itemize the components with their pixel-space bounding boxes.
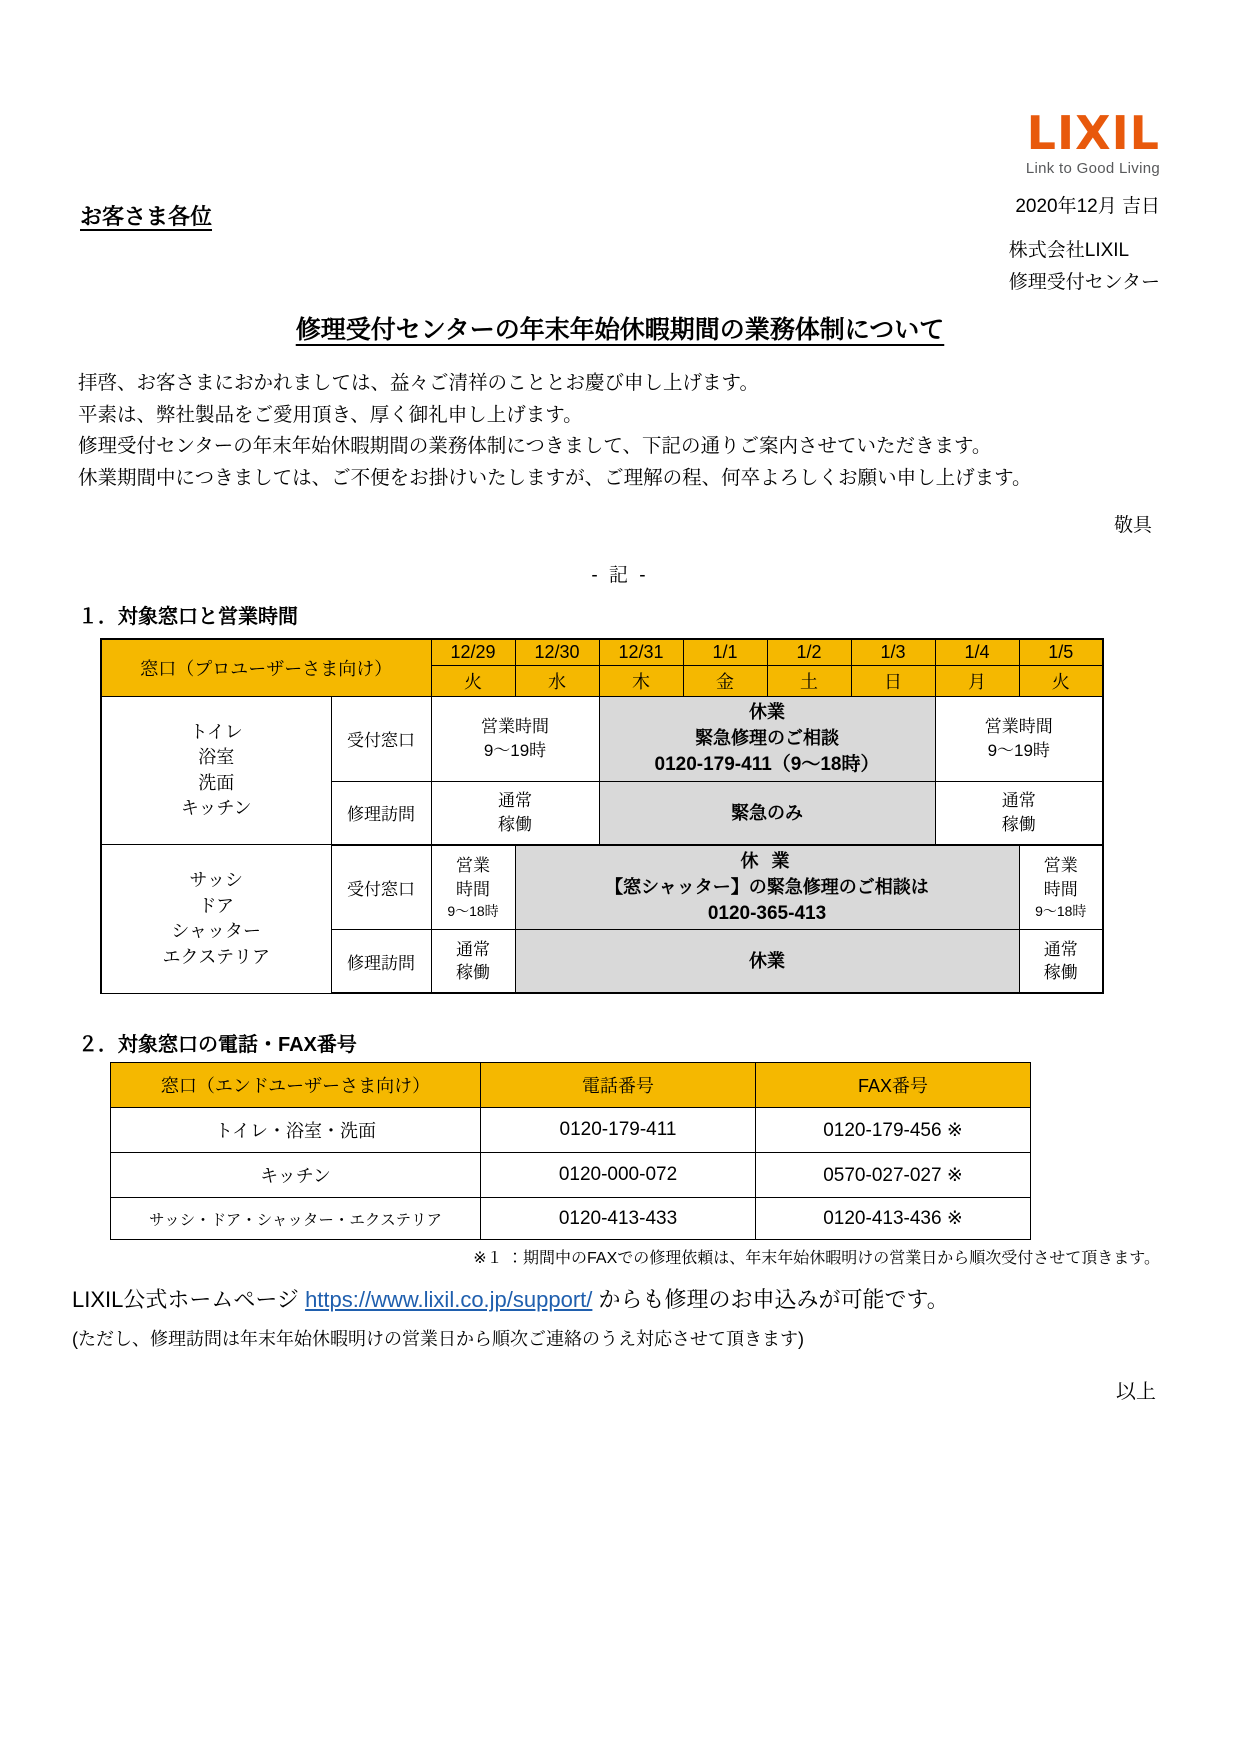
page-title xyxy=(0,310,1240,346)
sender-block xyxy=(1009,235,1160,300)
category-toilet-bath-washroom-kitchen xyxy=(101,697,331,845)
body-line-1: 拝啓、お客さまにおかれましては、益々ご清祥のこととお慶び申し上げます。 xyxy=(78,372,759,394)
date-cell: 12/29 xyxy=(431,639,515,666)
cell-closed-emergency xyxy=(515,845,1019,930)
row-label-visit: 修理訪問 xyxy=(331,781,431,845)
visit-status: 通常 xyxy=(498,790,532,810)
contact-table xyxy=(110,1062,1031,1240)
table-row xyxy=(101,845,1103,930)
category-sash-door-shutter-exterior xyxy=(101,845,331,994)
schedule-table xyxy=(100,638,1104,994)
table-row xyxy=(111,1108,1031,1153)
visit-note: (ただし、修理訪問は年末年始休暇明けの営業日から順次ご連絡のうえ対応させて頂きます) xyxy=(72,1329,804,1349)
table-row xyxy=(111,1198,1031,1240)
cell-visit-after xyxy=(1019,930,1103,994)
col-header-counter: 窓口（エンドユーザーさま向け） xyxy=(111,1063,481,1108)
cell-visit-before xyxy=(431,781,599,845)
category-line: 浴室 xyxy=(198,747,235,768)
weekday-cell: 火 xyxy=(431,666,515,697)
row-label-visit: 修理訪問 xyxy=(331,930,431,994)
counter-name: サッシ・ドア・シャッター・エクステリア xyxy=(111,1198,481,1240)
visit-status: 稼働 xyxy=(456,963,490,983)
fax-number: 0120-413-436 ※ xyxy=(756,1198,1031,1240)
body-line-4: 休業期間中につきましては、ご不便をお掛けいたしますが、ご理解の程、何卒よろしくお願い申し上げます。 xyxy=(78,466,1032,489)
open-hours: 9～19時 xyxy=(987,740,1050,760)
section-2-heading: ２．対象窓口の電話・FAX番号 xyxy=(78,1034,357,1056)
date-cell: 1/1 xyxy=(683,639,767,666)
visit-status: 稼働 xyxy=(1043,963,1078,983)
emergency-phone: 0120-179-411（9～18時） xyxy=(654,754,880,776)
document-date: 2020年12月 吉日 xyxy=(1015,196,1160,217)
contact-table-header xyxy=(111,1063,1031,1108)
table-header-dates xyxy=(101,639,1103,666)
cell-open-before xyxy=(431,845,515,930)
fax-number: 0570-027-027 ※ xyxy=(756,1153,1031,1198)
open-label: 時間 xyxy=(456,879,490,899)
closing-keigu: 敬具 xyxy=(1113,515,1152,536)
visit-status: 通常 xyxy=(1001,790,1036,810)
kiroku-marker: - 記 - xyxy=(591,565,649,586)
table-row xyxy=(101,697,1103,782)
cell-open-before xyxy=(431,697,599,782)
category-line: ドア xyxy=(198,895,234,916)
weekday-cell: 木 xyxy=(599,666,683,697)
date-cell: 1/3 xyxy=(851,639,935,666)
weekday-cell: 土 xyxy=(767,666,851,697)
col-header-tel: 電話番号 xyxy=(481,1063,756,1108)
weekday-cell: 水 xyxy=(515,666,599,697)
category-line: キッチン xyxy=(180,798,252,819)
counter-name: トイレ・浴室・洗面 xyxy=(111,1108,481,1153)
open-hours: 9～18時 xyxy=(1035,902,1087,919)
date-cell: 1/5 xyxy=(1019,639,1103,666)
open-label: 営業時間 xyxy=(984,717,1053,737)
visit-status: 稼働 xyxy=(498,814,532,834)
letter-body xyxy=(78,368,1078,494)
category-line: サッシ xyxy=(189,870,244,890)
addressee: お客さま各位 xyxy=(80,204,213,229)
visit-status: 通常 xyxy=(1043,939,1078,959)
open-label: 営業 xyxy=(1043,856,1078,875)
visit-status: 通常 xyxy=(456,939,490,959)
date-cell: 1/2 xyxy=(767,639,851,666)
visit-status: 稼働 xyxy=(1001,814,1036,834)
cell-visit-closed: 休業 xyxy=(515,930,1019,994)
weekday-cell: 日 xyxy=(851,666,935,697)
body-line-3: 修理受付センターの年末年始休暇期間の業務体制につきまして、下記の通りご案内させていただきます。 xyxy=(78,435,992,458)
body-line-2: 平素は、弊社製品をご愛用頂き、厚く御礼申し上げます。 xyxy=(78,403,583,426)
cell-visit-before xyxy=(431,930,515,994)
support-url-link[interactable]: https://www.lixil.co.jp/support/ xyxy=(305,1287,593,1312)
cell-open-after xyxy=(935,697,1103,782)
date-cell: 12/30 xyxy=(515,639,599,666)
cell-visit-after xyxy=(935,781,1103,845)
page-title-text: 修理受付センターの年末年始休暇期間の業務体制について xyxy=(295,316,945,344)
closing-ijou: 以上 xyxy=(1116,1381,1156,1403)
closed-label: 休業 xyxy=(749,702,785,722)
sender-company: 株式会社LIXIL xyxy=(1008,240,1130,261)
fax-footnote: ※１ ：期間中のFAXでの修理依頼は、年末年始休暇明けの営業日から順次受付させて頂きます。 xyxy=(473,1250,1160,1267)
fax-number: 0120-179-456 ※ xyxy=(756,1108,1031,1153)
open-hours: 9～18時 xyxy=(447,902,499,919)
category-line: トイレ xyxy=(189,721,243,742)
open-label: 時間 xyxy=(1043,879,1078,899)
weekday-cell: 火 xyxy=(1019,666,1103,697)
closed-label: 休 業 xyxy=(740,850,794,871)
row-label-reception: 受付窓口 xyxy=(331,697,431,782)
lixil-logo: LIXIL xyxy=(1026,106,1160,160)
col-header-fax: FAX番号 xyxy=(756,1063,1031,1108)
cell-closed-emergency xyxy=(599,697,935,782)
website-line xyxy=(72,1283,949,1314)
section-1-heading: １．対象窓口と営業時間 xyxy=(78,606,298,628)
tel-number: 0120-179-411 xyxy=(481,1108,756,1153)
emergency-label: 緊急修理のご相談 xyxy=(695,728,839,749)
category-line: 洗面 xyxy=(198,772,235,793)
open-label: 営業時間 xyxy=(481,717,549,737)
website-prefix: LIXIL公式ホームページ xyxy=(72,1287,299,1312)
tel-number: 0120-000-072 xyxy=(481,1153,756,1198)
category-line: シャッター xyxy=(171,921,262,942)
website-suffix: からも修理のお申込みが可能です。 xyxy=(598,1287,949,1312)
cell-open-after xyxy=(1019,845,1103,930)
cell-visit-closed: 緊急のみ xyxy=(599,781,935,845)
emergency-label: 【窓シャッター】の緊急修理のご相談は xyxy=(605,876,929,897)
weekday-cell: 金 xyxy=(683,666,767,697)
date-cell: 1/4 xyxy=(935,639,1019,666)
open-hours: 9～19時 xyxy=(483,740,547,760)
weekday-cell: 月 xyxy=(935,666,1019,697)
emergency-phone: 0120-365-413 xyxy=(707,902,827,924)
schedule-corner-label: 窓口（プロユーザーさま向け） xyxy=(101,639,431,697)
tel-number: 0120-413-433 xyxy=(481,1198,756,1240)
sender-department: 修理受付センター xyxy=(1008,272,1160,294)
category-line: エクステリア xyxy=(162,946,270,967)
row-label-reception: 受付窓口 xyxy=(331,845,431,930)
counter-name: キッチン xyxy=(111,1153,481,1198)
brand-tagline: Link to Good Living xyxy=(1025,160,1160,177)
brand-block xyxy=(1015,106,1160,218)
date-cell: 12/31 xyxy=(599,639,683,666)
table-row xyxy=(111,1153,1031,1198)
open-label: 営業 xyxy=(456,856,490,875)
